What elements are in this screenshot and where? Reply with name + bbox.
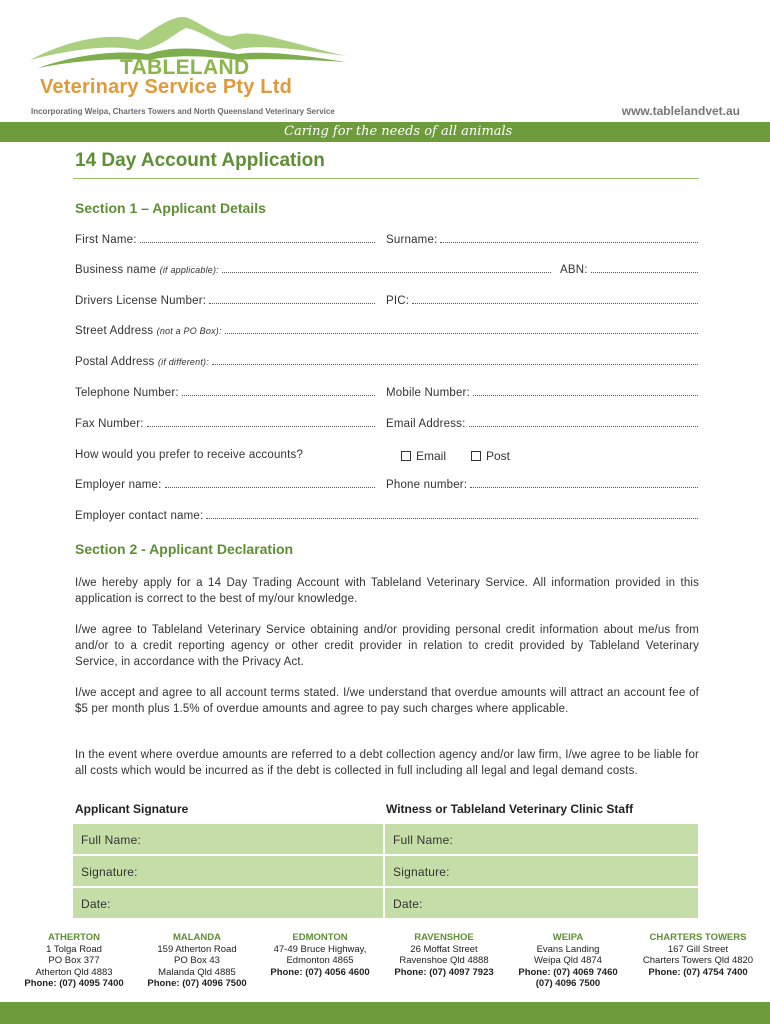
brand-subname: Veterinary Service Pty Ltd [40, 76, 292, 98]
office-city: CHARTERS TOWERS [649, 932, 747, 943]
pic-line[interactable] [412, 295, 698, 304]
telephone-label: Telephone Number: [75, 387, 179, 399]
email-checkbox[interactable] [401, 451, 411, 461]
declaration-paragraph-4: In the event where overdue amounts are referred to a debt collection agency and/or law firm, I/we agree to be liable for all costs which would be incurred as if the debt is collected in full including all legal and legal demand costs. [75, 749, 699, 777]
office-atherton [14, 932, 134, 990]
witness-date-cell[interactable]: Date: [385, 888, 698, 918]
phone-number-label: Phone number: [386, 479, 468, 491]
office-address-line: 1 Tolga Road [46, 943, 102, 955]
surname-label: Surname: [386, 234, 438, 246]
declaration-paragraph-3: I/we accept and agree to all account terms stated. I/we understand that overdue amounts will attract an account fee of $5 per month plus 1.5% of overdue amounts and agree to pay such charges where applicable. [75, 687, 699, 715]
office-phone-secondary: (07) 4096 7500 [535, 978, 601, 990]
office-malanda [137, 932, 257, 990]
post-checkbox[interactable] [471, 451, 481, 461]
first-name-line[interactable] [140, 234, 375, 243]
telephone-line[interactable] [182, 387, 375, 396]
title-divider [73, 178, 699, 179]
office-phone: Phone: (07) 4056 4600 [270, 966, 370, 978]
section2-title: Section 2 - Applicant Declaration [75, 541, 294, 557]
witness-signature-heading: Witness or Tableland Veterinary Clinic Staff [386, 802, 634, 816]
office-city: RAVENSHOE [414, 932, 474, 943]
applicant-full-name-cell[interactable]: Full Name: [73, 824, 383, 854]
employer-name-label: Employer name: [75, 479, 162, 491]
office-charters-towers [632, 932, 764, 978]
brand-name: TABLELAND [120, 56, 250, 79]
office-address-line: Charters Towers Qld 4820 [642, 955, 754, 967]
office-edmonton [260, 932, 380, 978]
street-address-field[interactable] [75, 325, 698, 337]
fax-field[interactable] [75, 418, 375, 430]
pic-field[interactable] [386, 295, 698, 307]
business-name-label: Business name (if applicable): [75, 264, 219, 276]
email-option-label: Email [416, 449, 447, 463]
witness-full-name-cell[interactable]: Full Name: [385, 824, 698, 854]
email-address-field[interactable] [386, 418, 698, 430]
postal-address-label: Postal Address (if different): [75, 356, 209, 368]
witness-signature-cell[interactable]: Signature: [385, 856, 698, 886]
office-city: WEIPA [552, 932, 584, 943]
email-option[interactable] [401, 449, 446, 463]
office-address-line: 47-49 Bruce Highway, [273, 943, 367, 955]
office-city: MALANDA [172, 932, 222, 943]
abn-label: ABN: [560, 264, 588, 276]
office-phone: Phone: (07) 4097 7923 [394, 966, 494, 978]
office-address-line: Evans Landing [536, 943, 600, 955]
incorporating-tagline: Incorporating Weipa, Charters Towers and North Queensland Veterinary Service [31, 107, 335, 116]
section1-title: Section 1 – Applicant Details [75, 200, 266, 216]
office-address-line: PO Box 377 [48, 955, 100, 967]
applicant-date-cell[interactable]: Date: [73, 888, 383, 918]
employer-contact-line[interactable] [206, 510, 698, 519]
office-address-line: Malanda Qld 4885 [158, 966, 236, 978]
office-phone: Phone: (07) 4096 7500 [147, 978, 247, 990]
street-address-line[interactable] [225, 325, 698, 334]
website-link[interactable]: www.tablelandvet.au [621, 104, 740, 118]
surname-line[interactable] [440, 234, 698, 243]
drivers-license-label: Drivers License Number: [75, 295, 207, 307]
office-address-line: 167 Gill Street [667, 943, 729, 955]
mobile-line[interactable] [473, 387, 698, 396]
drivers-license-field[interactable] [75, 295, 375, 307]
business-name-line[interactable] [222, 264, 551, 273]
slogan: Caring for the needs of all animals [284, 124, 513, 139]
declaration-paragraph-1: I/we hereby apply for a 14 Day Trading Account with Tableland Veterinary Service. All information provided in this application is correct to the best of my/our knowledge. [75, 577, 699, 605]
employer-name-field[interactable] [75, 479, 375, 491]
office-address-line: 159 Atherton Road [157, 943, 237, 955]
office-ravenshoe [384, 932, 504, 978]
office-phone: Phone: (07) 4069 7460 [518, 966, 618, 978]
first-name-field[interactable] [75, 234, 375, 246]
office-address-line: Weipa Qld 4874 [534, 955, 602, 967]
employer-contact-label: Employer contact name: [75, 510, 204, 522]
business-name-field[interactable] [75, 264, 551, 276]
abn-field[interactable] [560, 264, 698, 276]
office-address-line: PO Box 43 [174, 955, 220, 967]
fax-label: Fax Number: [75, 418, 144, 430]
slogan-bar [0, 122, 770, 142]
footer-bar [0, 1002, 770, 1024]
mobile-label: Mobile Number: [386, 387, 470, 399]
applicant-signature-cell[interactable]: Signature: [73, 856, 383, 886]
post-option[interactable] [471, 449, 510, 463]
first-name-label: First Name: [75, 234, 137, 246]
page-title: 14 Day Account Application [75, 150, 325, 171]
surname-field[interactable] [386, 234, 698, 246]
fax-line[interactable] [147, 418, 375, 427]
postal-address-field[interactable] [75, 356, 698, 368]
phone-number-line[interactable] [470, 479, 698, 488]
receive-accounts-question: How would you prefer to receive accounts? [75, 449, 304, 461]
office-address-line: Edmonton 4865 [286, 955, 354, 967]
office-address-line: 26 Moffat Street [410, 943, 478, 955]
office-city: ATHERTON [48, 932, 100, 943]
abn-line[interactable] [591, 264, 698, 273]
employer-contact-field[interactable] [75, 510, 698, 522]
mobile-field[interactable] [386, 387, 698, 399]
office-address-line: Atherton Qld 4883 [35, 966, 113, 978]
drivers-license-line[interactable] [209, 295, 375, 304]
declaration-paragraph-2: I/we agree to Tableland Veterinary Service obtaining and/or providing personal credit information about me/us from and/or to a credit reporting agency or other credit provider in relation to credit provided by Tableland Veterinary Service, in accordance with the Privacy Act. [75, 624, 699, 668]
pic-label: PIC: [386, 295, 410, 307]
telephone-field[interactable] [75, 387, 375, 399]
email-address-label: Email Address: [386, 418, 466, 430]
office-city: EDMONTON [292, 932, 348, 943]
office-weipa [508, 932, 628, 990]
postal-address-line[interactable] [212, 356, 698, 365]
phone-number-field[interactable] [386, 479, 698, 491]
street-address-label: Street Address (not a PO Box): [75, 325, 222, 337]
employer-name-line[interactable] [165, 479, 375, 488]
post-option-label: Post [486, 449, 511, 463]
office-address-line: Ravenshoe Qld 4888 [399, 955, 489, 967]
office-phone: Phone: (07) 4095 7400 [24, 978, 124, 990]
email-address-line[interactable] [469, 418, 699, 427]
applicant-signature-heading: Applicant Signature [75, 802, 189, 816]
office-phone: Phone: (07) 4754 7400 [648, 966, 748, 978]
